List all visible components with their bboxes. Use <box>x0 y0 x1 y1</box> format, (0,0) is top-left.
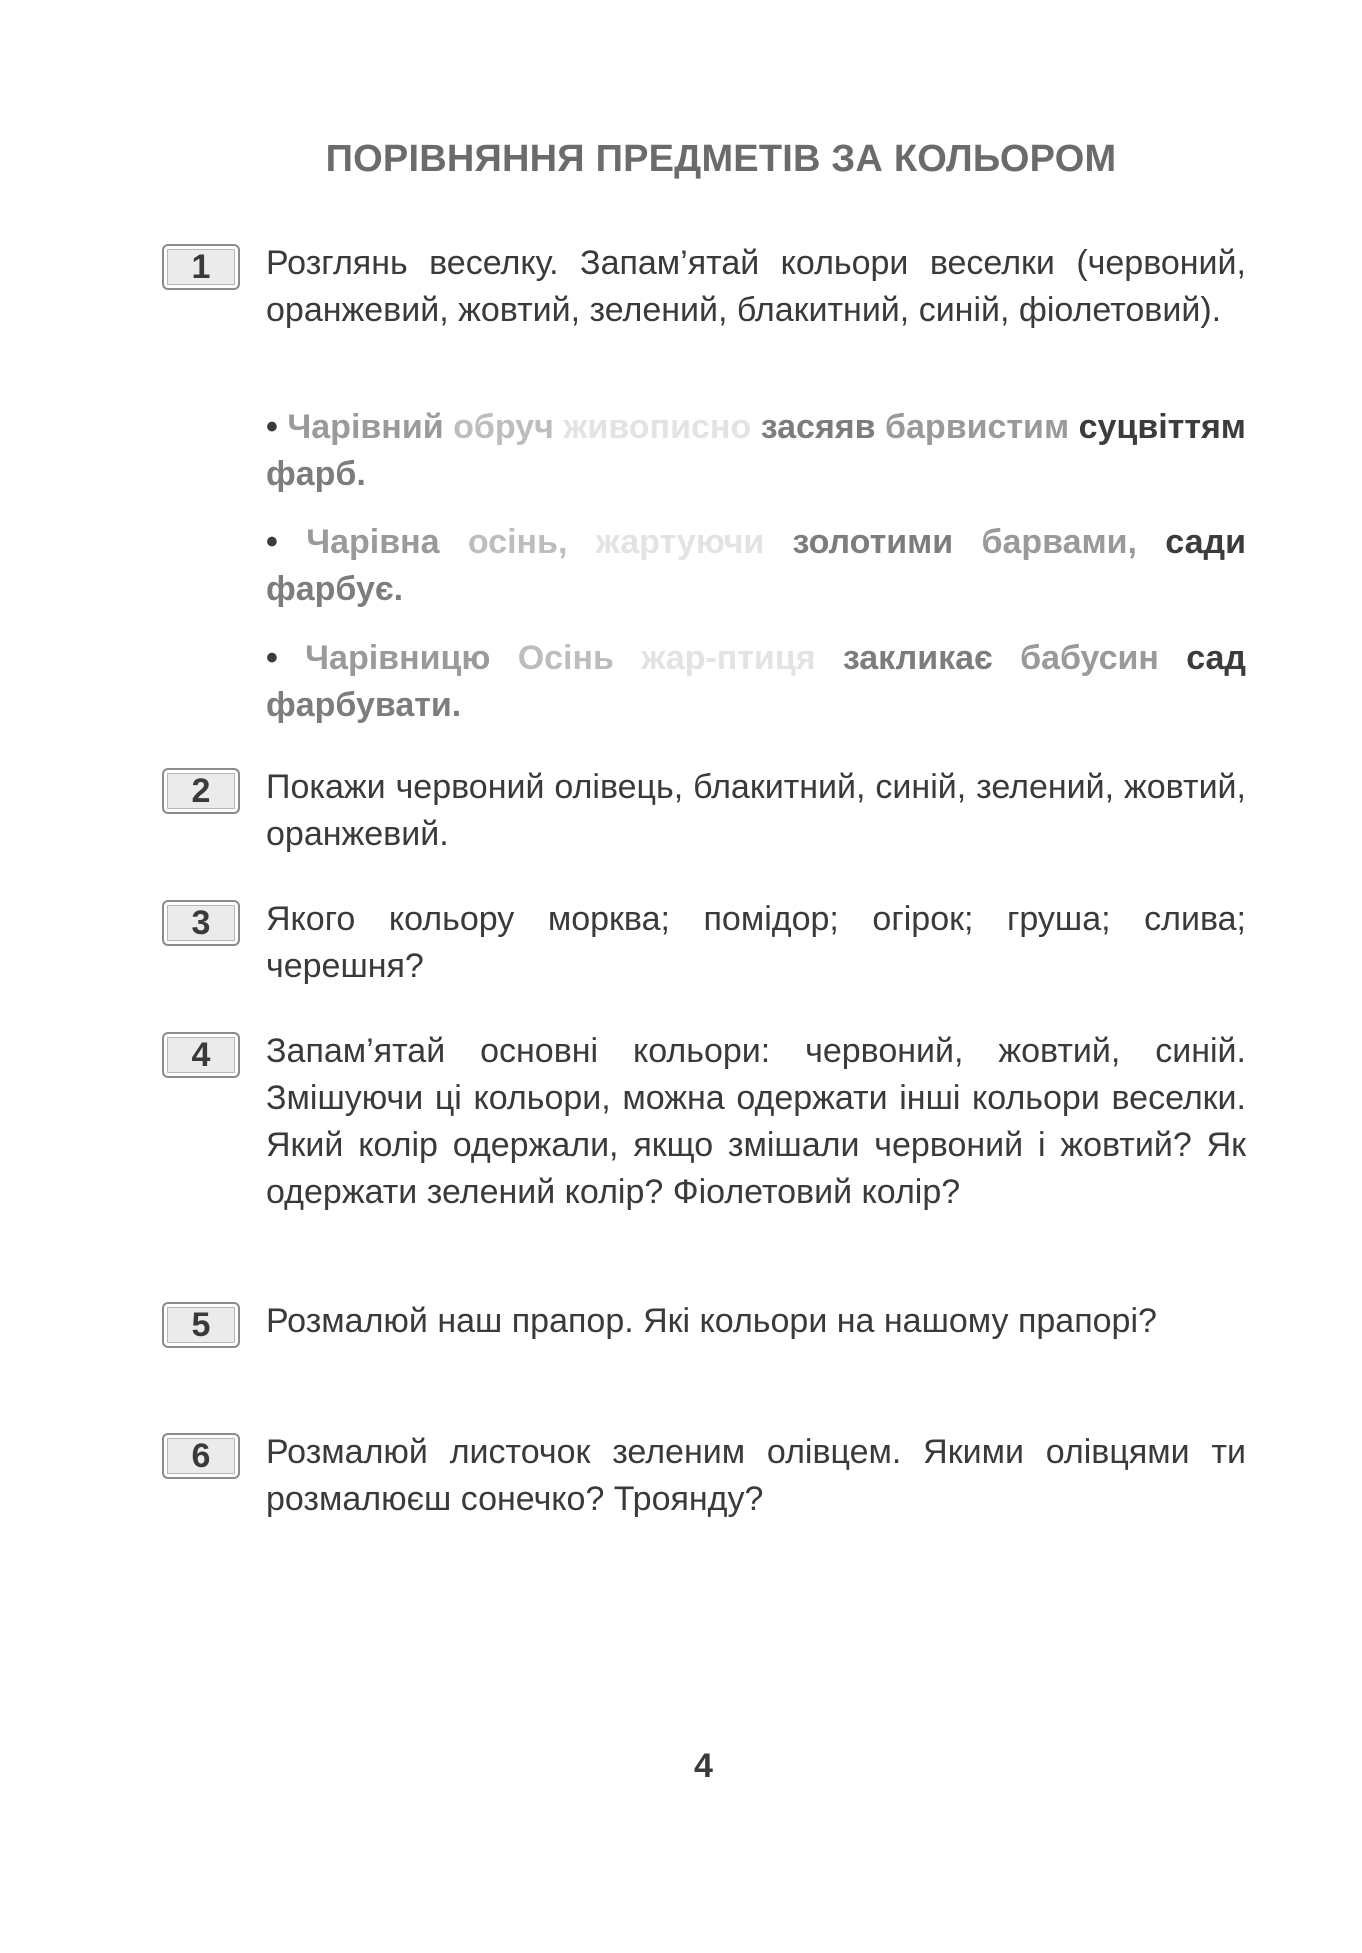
rhyme-word: жар-птиця <box>641 639 816 677</box>
rhyme-word: бабусин <box>1020 639 1159 677</box>
rhyme-word: обруч <box>453 408 554 446</box>
rhyme-line-1 <box>266 404 1246 498</box>
rhyme-word: золотими <box>792 523 954 561</box>
rhyme-word: Осінь <box>517 639 614 677</box>
task-text: Розмалюй наш прапор. Які кольори на нашому прапорі? <box>266 1302 1157 1340</box>
task-number-badge: 2 <box>162 768 240 814</box>
rhyme-word: жартуючи <box>595 523 765 561</box>
task-text: Якого кольору морква; помідор; огірок; груша; слива; черешня? <box>266 900 1246 985</box>
page-title: ПОРІВНЯННЯ ПРЕДМЕТІВ ЗА КОЛЬОРОМ <box>325 138 1117 180</box>
task-number-badge: 6 <box>162 1433 240 1479</box>
rhyme-word: Чарівний <box>287 408 444 446</box>
rhyme-word: суцвіттям <box>1078 408 1246 446</box>
rhyme-word: барвами, <box>981 523 1137 561</box>
bullet: • <box>266 523 278 561</box>
rhyme-word: Чарівницю <box>305 639 491 677</box>
rhyme-word: сад <box>1186 639 1247 677</box>
rhyme-word: фарб. <box>266 455 366 493</box>
rhyme-word: Чарівна <box>306 523 440 561</box>
rhyme-line-2 <box>266 519 1246 613</box>
bullet: • <box>266 639 278 677</box>
rhyme-word: фарбувати. <box>266 686 462 724</box>
task-number-badge: 1 <box>162 244 240 290</box>
rhyme-word: закликає <box>842 639 993 677</box>
rhyme-word: осінь, <box>467 523 568 561</box>
page-number: 4 <box>694 1747 713 1785</box>
task-text: Розглянь веселку. Запам’ятай кольори веселки (червоний, оранжевий, жовтий, зелений, блакитний, синій, фіолетовий). <box>266 244 1246 329</box>
task-text: Покажи червоний олівець, блакитний, синій, зелений, жовтий, оранжевий. <box>266 768 1246 853</box>
task-text: Розмалюй листочок зеленим олівцем. Якими олівцями ти розмалюєш сонечко? Троянду? <box>266 1433 1246 1518</box>
rhyme-word: фарбує. <box>266 570 404 608</box>
task-number-badge: 5 <box>162 1302 240 1348</box>
task-text: Запам’ятай основні кольори: червоний, жовтий, синій. Змішуючи ці кольори, можна одержати інші кольори веселки. Який колір одержали, якщо змішали червоний і жовтий? Як одержати зелений колір? Фіолетовий колір? <box>266 1032 1246 1211</box>
rhyme-line-3 <box>266 635 1246 729</box>
task-number-badge: 4 <box>162 1032 240 1078</box>
rhyme-word: засяяв <box>760 408 876 446</box>
rhyme-word: барвистим <box>885 408 1070 446</box>
rhyme-word: сади <box>1165 523 1246 561</box>
task-number-badge: 3 <box>162 900 240 946</box>
rhyme-word: живописно <box>563 408 752 446</box>
bullet: • <box>266 408 278 446</box>
